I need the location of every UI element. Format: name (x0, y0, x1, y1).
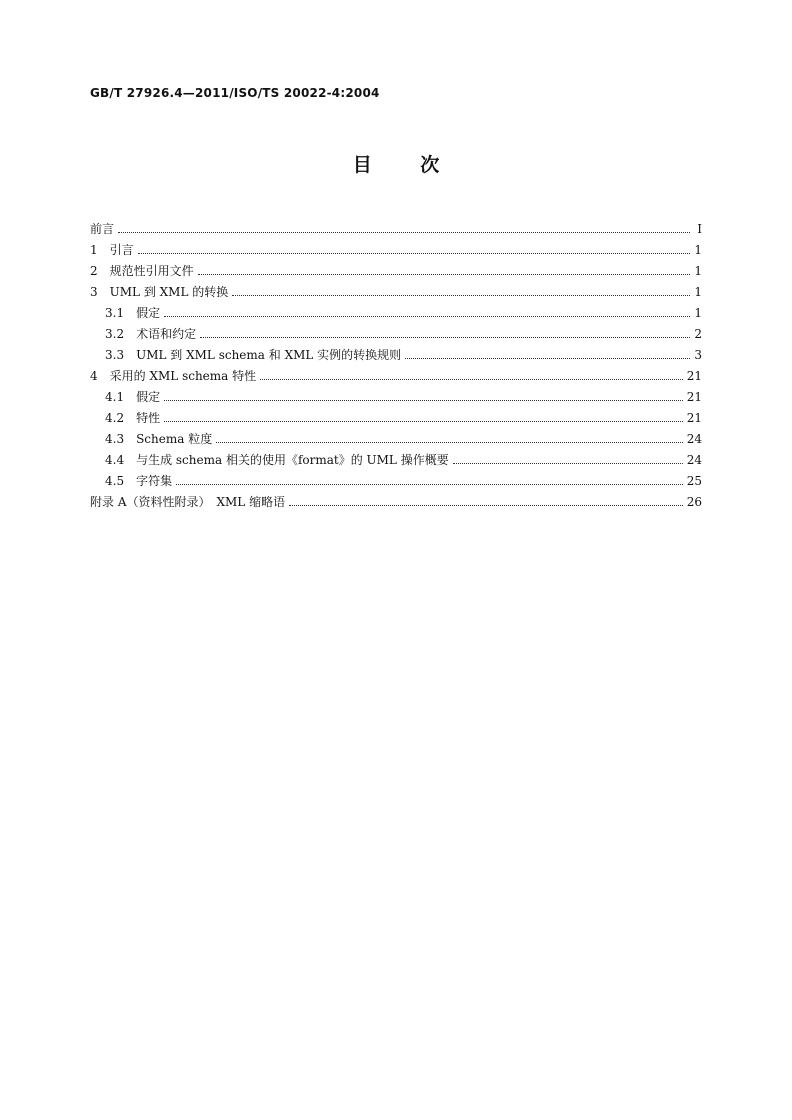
toc-entry-4-5[interactable] (90, 468, 702, 489)
toc-entry-page: 1 (694, 243, 702, 257)
standard-number-header: GB/T 27926.4—2011/ISO/TS 20022-4:2004 (90, 86, 380, 100)
toc-entry-4-3[interactable] (90, 426, 702, 447)
toc-entry-page: 26 (686, 495, 702, 509)
toc-entry-page: 3 (694, 348, 702, 362)
toc-entry-4-4[interactable] (90, 447, 702, 468)
toc-entry-4[interactable] (90, 363, 702, 384)
toc-entry-4-2[interactable] (90, 405, 702, 426)
dot-leader (198, 274, 690, 275)
toc-entry-page: 24 (686, 432, 702, 446)
toc-entry-label: 3 UML 到 XML 的转换 (90, 285, 229, 299)
table-of-contents (90, 216, 702, 510)
toc-entry-label: 4 采用的 XML schema 特性 (90, 369, 257, 383)
toc-entry-2[interactable] (90, 258, 702, 279)
toc-entry-label: 4.5 字符集 (105, 474, 173, 488)
toc-entry-label: 4.3 Schema 粒度 (105, 432, 213, 446)
toc-entry-3[interactable] (90, 279, 702, 300)
toc-entry-label: 4.1 假定 (105, 390, 161, 404)
toc-entry-label: 3.2 术语和约定 (105, 327, 197, 341)
toc-entry-3-3[interactable] (90, 342, 702, 363)
toc-entry-1[interactable] (90, 237, 702, 258)
toc-entry-4-1[interactable] (90, 384, 702, 405)
toc-entry-label: 1 引言 (90, 243, 134, 257)
toc-entry-3-2[interactable] (90, 321, 702, 342)
dot-leader (164, 421, 683, 422)
dot-leader (164, 400, 683, 401)
dot-leader (164, 316, 690, 317)
toc-entry-label: 前言 (90, 222, 115, 236)
toc-entry-page: 1 (694, 264, 702, 278)
toc-entry-label: 附录 A（资料性附录） XML 缩略语 (90, 495, 286, 509)
toc-entry-label: 4.2 特性 (105, 411, 161, 425)
toc-entry-page: 21 (686, 369, 702, 383)
toc-entry-page: 21 (686, 411, 702, 425)
toc-entry-label: 3.3 UML 到 XML schema 和 XML 实例的转换规则 (105, 348, 402, 362)
dot-leader (138, 253, 690, 254)
toc-entry-label: 3.1 假定 (105, 306, 161, 320)
dot-leader (176, 484, 683, 485)
dot-leader (405, 358, 690, 359)
dot-leader (453, 463, 683, 464)
toc-entry-page: 21 (686, 390, 702, 404)
toc-entry-label: 4.4 与生成 schema 相关的使用《format》的 UML 操作概要 (105, 453, 449, 467)
dot-leader (232, 295, 690, 296)
dot-leader (260, 379, 683, 380)
dot-leader (118, 232, 690, 233)
toc-entry-foreword[interactable] (90, 216, 702, 237)
toc-entry-3-1[interactable] (90, 300, 702, 321)
toc-entry-annex-a[interactable] (90, 489, 702, 510)
toc-entry-page: I (697, 222, 702, 236)
dot-leader (216, 442, 683, 443)
toc-entry-page: 2 (694, 327, 702, 341)
toc-entry-page: 25 (686, 474, 702, 488)
dot-leader (289, 505, 683, 506)
toc-entry-label: 2 规范性引用文件 (90, 264, 194, 278)
toc-entry-page: 1 (694, 306, 702, 320)
dot-leader (200, 337, 690, 338)
toc-title: 目 次 (352, 154, 440, 176)
toc-entry-page: 24 (686, 453, 702, 467)
toc-entry-page: 1 (694, 285, 702, 299)
